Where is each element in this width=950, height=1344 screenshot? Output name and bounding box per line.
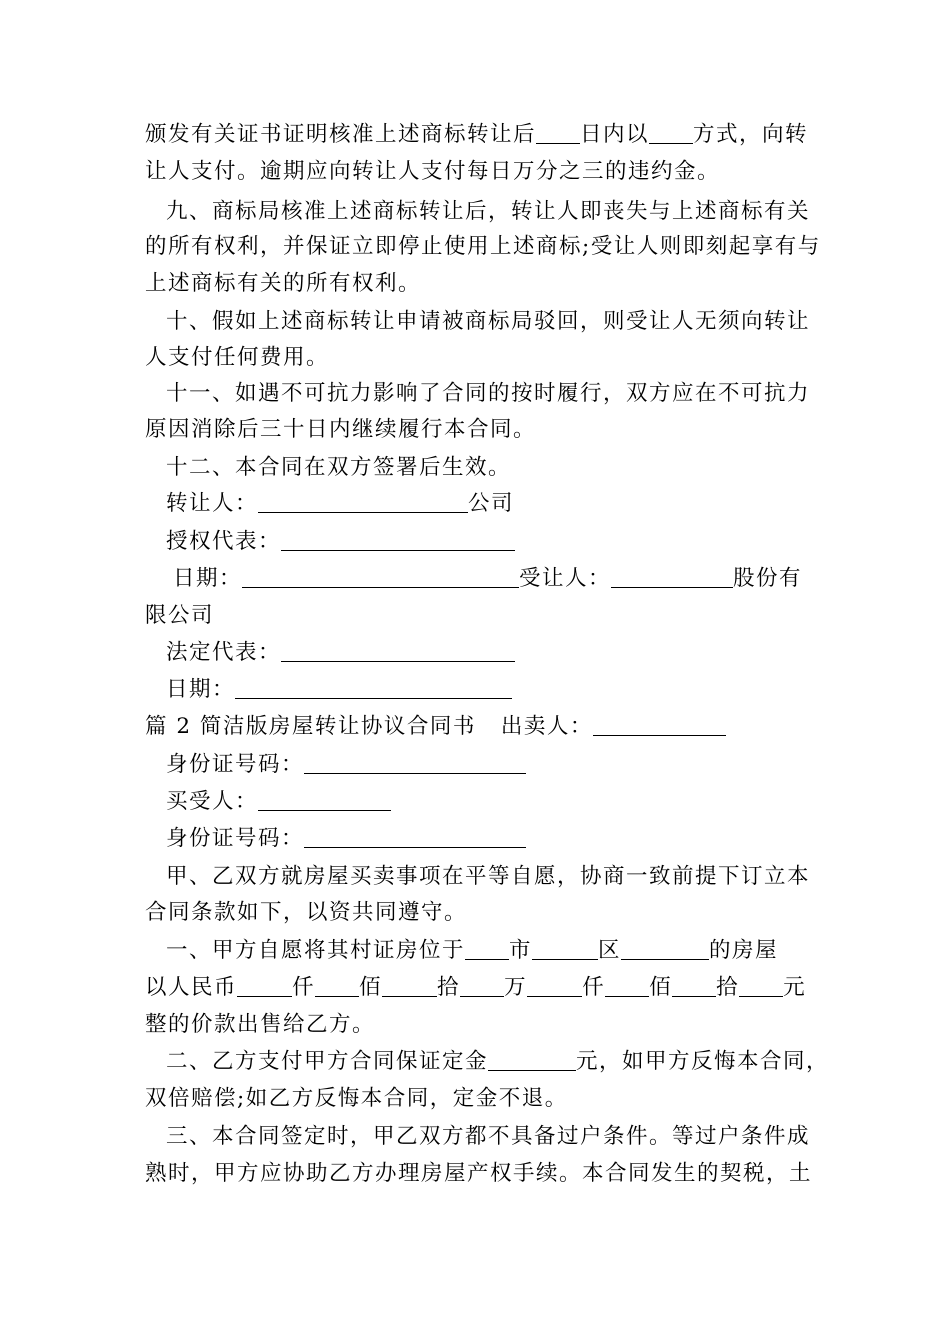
- blank-field: [281, 528, 515, 551]
- text-line: 熟时，甲方应协助乙方办理房屋产权手续。本合同发生的契税，土: [145, 1161, 813, 1186]
- blank-field: [593, 713, 726, 736]
- blank-field: [536, 121, 580, 144]
- blank-field: [315, 974, 359, 997]
- text-line: 的所有权利，并保证立即停止使用上述商标;受让人则即刻起享有与: [145, 234, 821, 259]
- text-line: 九、商标局核准上述商标转让后，转让人即丧失与上述商标有关: [166, 199, 811, 224]
- text-line: 一、甲方自愿将其村证房位于 市 区 的房屋: [166, 938, 779, 963]
- blank-field: [649, 121, 693, 144]
- blank-field: [739, 974, 783, 997]
- text-line: 人支付任何费用。: [145, 345, 330, 370]
- signature-line: 授权代表：: [166, 527, 515, 557]
- blank-field: [672, 974, 716, 997]
- blank-field: [465, 937, 509, 960]
- text-line: 双倍赔偿;如乙方反悔本合同，定金不退。: [145, 1086, 568, 1111]
- blank-field: [304, 751, 526, 774]
- blank-field: [242, 565, 519, 588]
- blank-field: [281, 639, 515, 662]
- signature-line: 身份证号码：: [166, 824, 526, 854]
- blank-field: [527, 974, 582, 997]
- signature-line: 日期： 受让人： 股份有: [173, 566, 803, 591]
- text-line: 让人支付。逾期应向转让人支付每日万分之三的违约金。: [145, 159, 721, 184]
- text-line: 三、本合同签定时，甲乙双方都不具备过户条件。等过户条件成: [166, 1124, 811, 1149]
- text-line: 十二、本合同在双方签署后生效。: [166, 455, 512, 480]
- text-line: 限公司: [145, 603, 215, 628]
- blank-field: [460, 974, 504, 997]
- blank-field: [258, 490, 468, 513]
- text-line: 整的价款出售给乙方。: [145, 1012, 376, 1037]
- blank-field: [304, 825, 526, 848]
- text-line: 以人民币 仟 佰 拾 万 仟 佰 拾 元: [145, 975, 807, 1000]
- signature-line: 买受人：: [166, 787, 391, 817]
- signature-line: 身份证号码：: [166, 750, 526, 780]
- blank-field: [382, 974, 437, 997]
- signature-line: 转让人： 公司: [166, 491, 515, 516]
- text-line: 合同条款如下，以资共同遵守。: [145, 900, 468, 925]
- blank-field: [235, 676, 512, 699]
- text-line: 十一、如遇不可抗力影响了合同的按时履行，双方应在不可抗力: [166, 381, 811, 406]
- text-line: 二、乙方支付甲方合同保证定金 元，如甲方反悔本合同，: [166, 1049, 830, 1074]
- text-line: 原因消除后三十日内继续履行本合同。: [145, 417, 537, 442]
- text-line: 甲、乙双方就房屋买卖事项在平等自愿，协商一致前提下订立本: [166, 864, 811, 889]
- blank-field: [488, 1048, 576, 1071]
- blank-field: [621, 937, 709, 960]
- text-line: 上述商标有关的所有权利。: [145, 271, 422, 296]
- blank-field: [532, 937, 598, 960]
- blank-field: [237, 974, 292, 997]
- blank-field: [611, 565, 733, 588]
- signature-line: 日期：: [166, 675, 512, 705]
- section-heading: 篇 2 简洁版房屋转让协议合同书 出卖人：: [145, 712, 726, 742]
- blank-field: [258, 788, 391, 811]
- signature-line: 法定代表：: [166, 638, 515, 668]
- blank-field: [605, 974, 649, 997]
- text-line: 颁发有关证书证明核准上述商标转让后 日内以 方式，向转: [145, 122, 809, 147]
- text-line: 十、假如上述商标转让申请被商标局驳回，则受让人无须向转让: [166, 309, 811, 334]
